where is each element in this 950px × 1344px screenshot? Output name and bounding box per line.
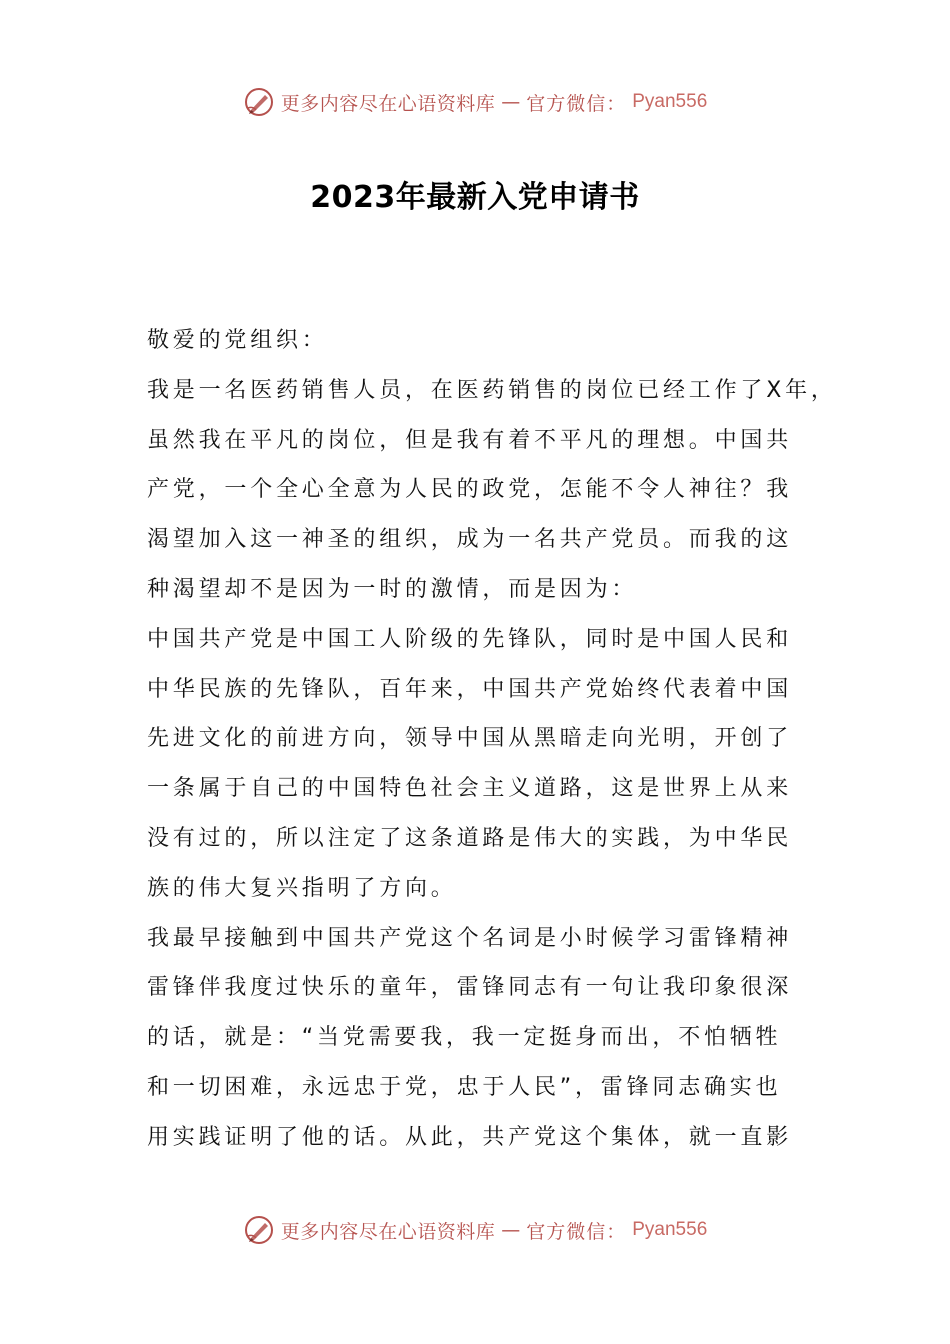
body-line: 产党，一个全心全意为人民的政党，怎能不令人神往？我	[147, 477, 793, 503]
banner-dash: —	[501, 91, 521, 113]
document-body	[147, 316, 837, 1163]
body-line: 中华民族的先锋队，百年来，中国共产党始终代表着中国	[147, 676, 793, 702]
body-line: 族的伟大复兴指明了方向。	[147, 875, 457, 901]
banner-wechat-id: Pyan556	[632, 91, 708, 112]
banner-wechat-id: Pyan556	[632, 1219, 708, 1240]
document-title: 2023年最新入党申请书	[310, 180, 640, 215]
banner-text: 更多内容尽在心语资料库	[280, 1220, 496, 1243]
footer-banner	[0, 1210, 950, 1250]
body-line: 先进文化的前进方向，领导中国从黑暗走向光明，开创了	[147, 726, 793, 752]
body-line: 我最早接触到中国共产党这个名词是小时候学习雷锋精神	[147, 925, 793, 951]
body-line: 虽然我在平凡的岗位，但是我有着不平凡的理想。中国共	[147, 427, 793, 453]
body-line: 渴望加入这一神圣的组织，成为一名共产党员。而我的这	[147, 527, 793, 553]
body-line: 用实践证明了他的话。从此，共产党这个集体，就一直影	[147, 1124, 793, 1150]
banner-dash: —	[501, 1219, 521, 1241]
body-line: 和一切困难，永远忠于党，忠于人民”，雷锋同志确实也	[147, 1074, 782, 1100]
body-line: 的话，就是：“当党需要我，我一定挺身而出，不怕牺牲	[147, 1025, 782, 1051]
banner-wechat-label: 官方微信：	[526, 1220, 627, 1243]
body-line: 敬爱的党组织：	[147, 328, 328, 353]
header-banner	[0, 82, 950, 122]
body-line: 雷锋伴我度过快乐的童年，雷锋同志有一句让我印象很深	[147, 975, 793, 1001]
quill-pen-logo-icon	[243, 1214, 275, 1246]
banner-text: 更多内容尽在心语资料库	[280, 92, 496, 115]
body-line: 中国共产党是中国工人阶级的先锋队，同时是中国人民和	[147, 626, 793, 652]
body-line: 我是一名医药销售人员，在医药销售的岗位已经工作了X年，	[147, 377, 837, 403]
body-line: 一条属于自己的中国特色社会主义道路，这是世界上从来	[147, 776, 793, 802]
banner-wechat-label: 官方微信：	[526, 92, 627, 115]
body-line: 没有过的，所以注定了这条道路是伟大的实践，为中华民	[147, 825, 793, 851]
body-line: 种渴望却不是因为一时的激情，而是因为：	[147, 576, 638, 602]
quill-pen-logo-icon	[243, 86, 275, 118]
